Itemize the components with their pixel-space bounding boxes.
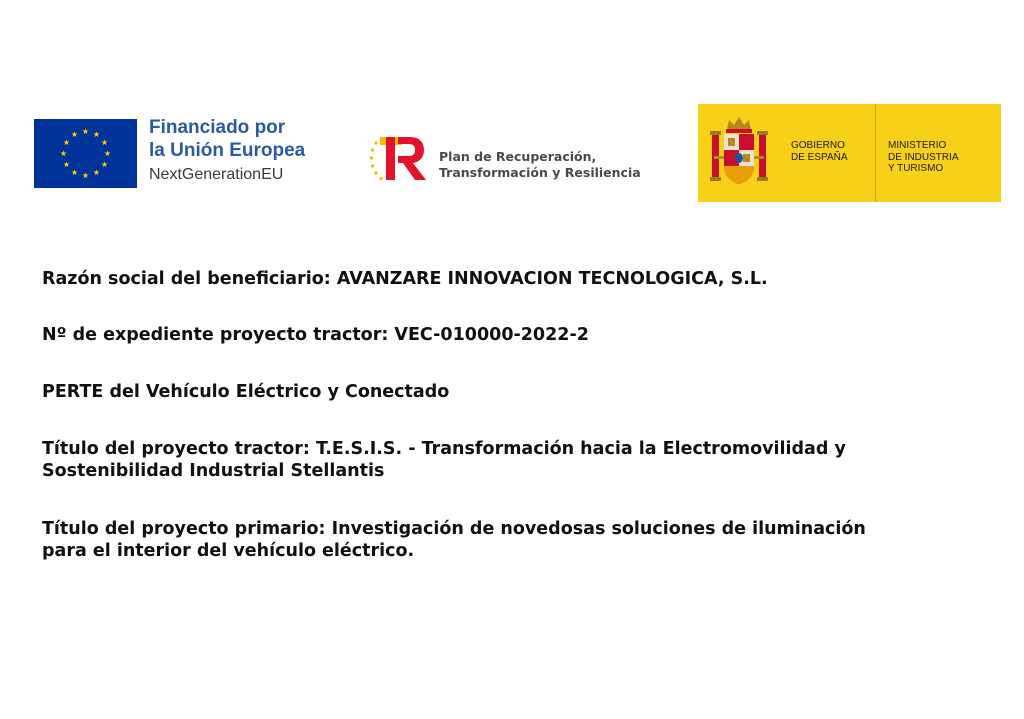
perte-text: PERTE del Vehículo Eléctrico y Conectado [42,382,450,402]
tractor-project-title [42,438,846,482]
eu-star-icon [63,139,69,145]
eu-star-icon [102,139,108,145]
eu-star-icon [104,150,110,156]
eu-star-icon [63,161,69,167]
prtr-line-1: Plan de Recuperación, [439,149,597,164]
eu-line-2: la Unión Europea [149,140,306,161]
ministerio-line-1: MINISTERIO [888,140,947,151]
tractor-title-line-1: Título del proyecto tractor: T.E.S.I.S. - Transformación hacia la Electromovilidad y [42,439,846,459]
gobierno-divider [875,104,876,202]
file-number-line [42,324,589,346]
eu-star-icon [102,161,108,167]
prtr-logo-icon [368,133,430,183]
primary-project-title [42,518,866,562]
ministerio-text [888,140,959,175]
eu-line-1: Financiado por [149,117,286,138]
prtr-text [439,149,641,181]
perte-line [42,381,449,403]
ministerio-line-2: DE INDUSTRIA [888,151,959,163]
beneficiary-line [42,268,768,290]
gobierno-line-1: GOBIERNO [791,140,845,151]
prtr-line-2: Transformación y Resiliencia [439,165,641,180]
file-number-text: Nº de expediente proyecto tractor: VEC-010000-2022-2 [42,325,589,345]
eu-star-icon [82,172,88,178]
eu-flag-icon [34,119,137,188]
eu-star-icon [71,169,77,175]
eu-star-icon [60,150,66,156]
coat-of-arms-icon [710,114,768,192]
eu-line-3: NextGenerationEU [149,166,284,183]
gobierno-logo [698,104,1001,202]
primary-title-line-2: para el interior del vehículo eléctrico. [42,541,415,561]
gobierno-line-2: DE ESPAÑA [791,151,848,163]
eu-star-icon [82,128,88,134]
gobierno-text [791,140,848,163]
tractor-title-line-2: Sostenibilidad Industrial Stellantis [42,461,385,481]
ministerio-line-3: Y TURISMO [888,163,944,174]
primary-title-line-1: Título del proyecto primario: Investigación de novedosas soluciones de iluminación [42,519,866,539]
eu-funding-text [149,116,305,187]
logo-banner [0,0,1024,230]
eu-star-icon [71,131,77,137]
eu-star-icon [93,131,99,137]
beneficiary-text: Razón social del beneficiario: AVANZARE INNOVACION TECNOLOGICA, S.L. [42,269,768,289]
eu-star-icon [93,169,99,175]
